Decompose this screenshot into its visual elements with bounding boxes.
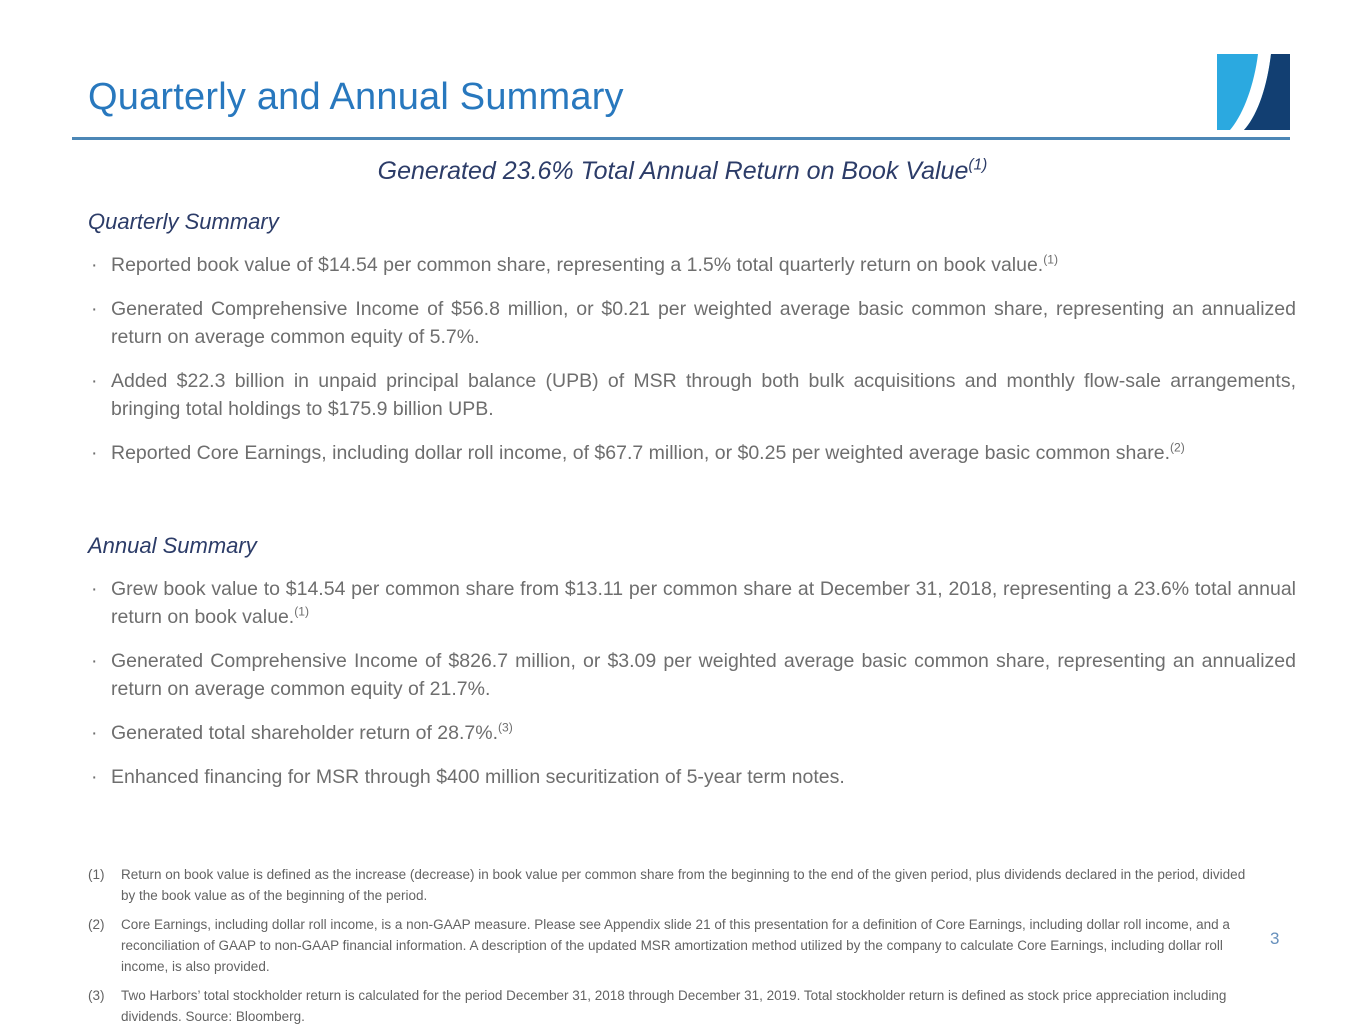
two-harbors-logo-icon: [1217, 54, 1290, 130]
footnote-item: [88, 864, 1254, 906]
footnote-text: Return on book value is defined as the increase (decrease) in book value per common share from the beginning to the end of the given period, plus dividends declared in the period, divided by the book value as of the beginning of the period.: [121, 867, 1246, 903]
headline-text: Generated 23.6% Total Annual Return on Book Value: [377, 157, 969, 185]
footnote-item: [88, 985, 1254, 1024]
footnote-item: [88, 914, 1254, 977]
bullet-marker: ·: [91, 650, 98, 672]
bullet-marker: ·: [91, 370, 98, 392]
footnote-number: (3): [88, 988, 105, 1003]
bullet-text: Generated Comprehensive Income of $56.8 million, or $0.21 per weighted average basic common share, representing an annualized return on average common equity of 5.7%.: [111, 298, 1296, 348]
bullet-text: Added $22.3 billion in unpaid principal balance (UPB) of MSR through both bulk acquisitions and monthly flow-sale arrangements, bringing total holdings to $175.9 billion UPB.: [111, 370, 1296, 420]
footnote-number: (2): [88, 917, 105, 932]
footnote-number: (1): [88, 867, 105, 882]
bullet-item: [90, 647, 1296, 703]
bullet-marker: ·: [91, 766, 98, 788]
headline: [40, 157, 1325, 186]
footnote-ref: (3): [498, 720, 513, 735]
annual-summary-heading: Annual Summary: [88, 533, 257, 558]
annual-bullet-list: [90, 575, 1296, 791]
footnote-ref: (1): [1043, 252, 1058, 267]
bullet-marker: ·: [91, 722, 98, 744]
bullet-text: Generated Comprehensive Income of $826.7 million, or $3.09 per weighted average basic common share, representing an annualized return on average common equity of 21.7%.: [111, 650, 1296, 700]
footnote-text: Core Earnings, including dollar roll income, is a non-GAAP measure. Please see Appendix slide 21 of this presentation for a definition of Core Earnings, including dollar roll income, and a reconciliation of GAAP to non-GAAP financial information. A description of the updated MSR amortization method utilized by the company to calculate Core Earnings, including dollar roll income, is also provided.: [121, 917, 1230, 974]
bullet-marker: ·: [91, 298, 98, 320]
bullet-marker: ·: [91, 442, 98, 464]
quarterly-summary-heading: Quarterly Summary: [88, 209, 279, 234]
bullet-item: [90, 763, 1296, 791]
bullet-text: Enhanced financing for MSR through $400 million securitization of 5-year term notes.: [111, 766, 845, 788]
footnote-ref: (1): [294, 604, 309, 619]
footnote-ref: (2): [1170, 440, 1185, 455]
bullet-text: Grew book value to $14.54 per common share from $13.11 per common share at December 31, 2018, representing a 23.6% total annual return on book value.$^{(1)}$: [111, 578, 1296, 628]
page-number: 3: [1270, 929, 1280, 948]
bullet-text: Reported Core Earnings, including dollar roll income, of $67.7 million, or $0.25 per weighted average basic common share.$^{(2)}$: [111, 440, 1185, 464]
bullet-text: Reported book value of $14.54 per common share, representing a 1.5% total quarterly return on book value.$^{(1)}$: [111, 252, 1058, 276]
footnote-text: Two Harbors’ total stockholder return is calculated for the period December 31, 2018 through December 31, 2019. Total stockholder return is defined as stock price appreciation including dividends. Source: Bloomberg.: [121, 988, 1227, 1024]
headline-superscript: (1): [968, 156, 988, 174]
bullet-marker: ·: [91, 254, 98, 276]
bullet-marker: ·: [91, 578, 98, 600]
bullet-item: [90, 367, 1296, 423]
bullet-item: [90, 251, 1296, 279]
page-title: Quarterly and Annual Summary: [88, 76, 624, 118]
bullet-item: [90, 575, 1296, 631]
bullet-item: [90, 719, 1296, 747]
quarterly-bullet-list: [90, 251, 1296, 467]
bullet-item: [90, 295, 1296, 351]
footnotes: [88, 864, 1254, 1024]
title-divider: [72, 137, 1290, 140]
bullet-item: [90, 439, 1296, 467]
bullet-text: Generated total shareholder return of 28.7%.$^{(3)}$: [111, 720, 513, 744]
